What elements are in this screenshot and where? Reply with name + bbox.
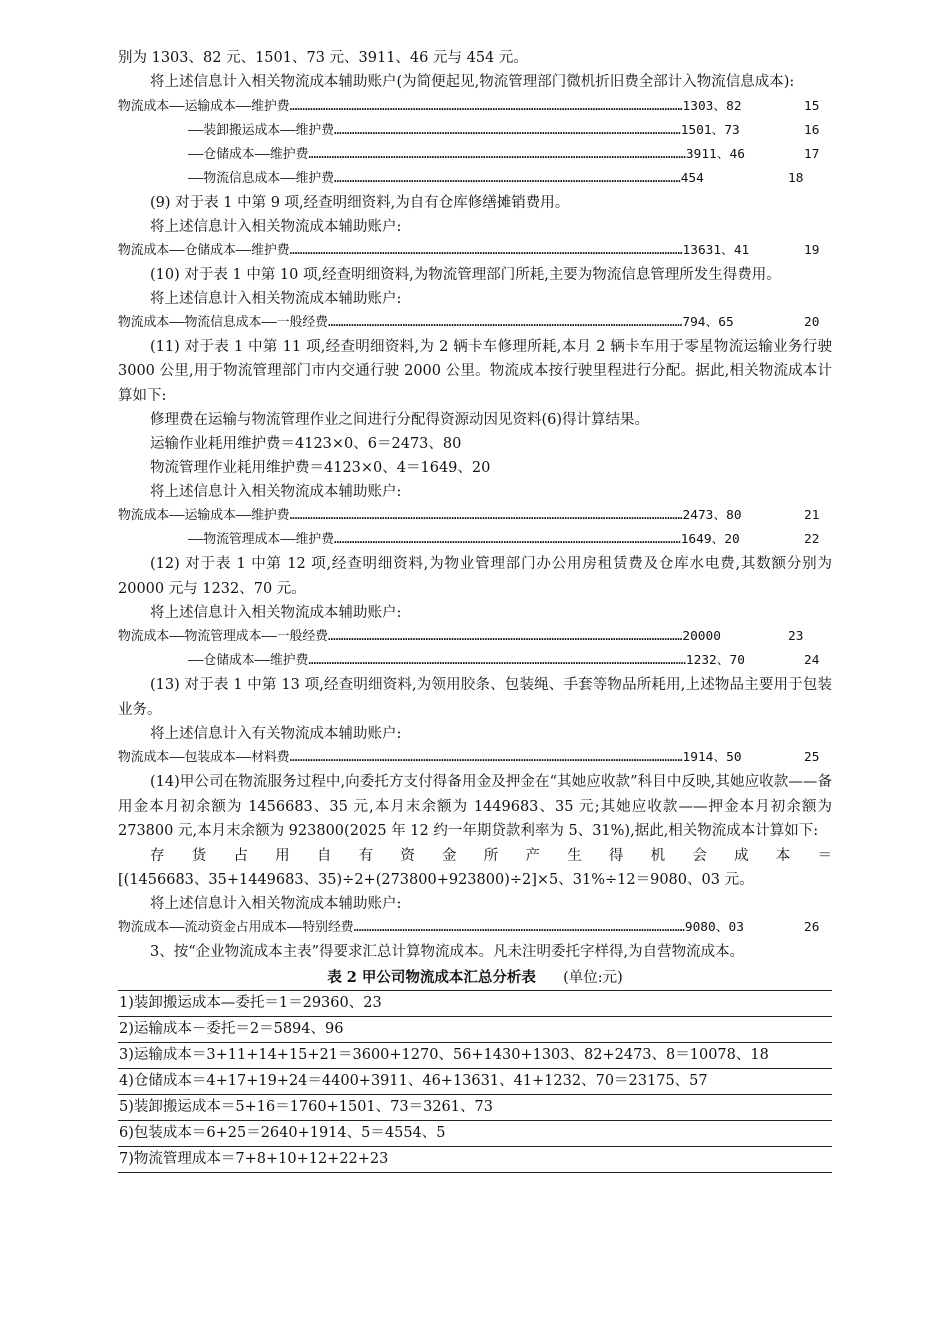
spread-char: 资 — [400, 847, 415, 864]
table-cell: 7)物流管理成本＝7+8+10+12+22+23 — [118, 1147, 832, 1173]
entry-account: 物流成本——流动资金占用成本——特别经费 — [118, 920, 354, 935]
paragraph-booking-14: 将上述信息计入相关物流成本辅助账户: — [150, 896, 402, 912]
spread-char: 机 — [650, 847, 666, 864]
calc-line-2: 运输作业耗用维护费＝4123×0、6＝2473、80 — [150, 436, 462, 452]
paragraph-item-9: (9) 对于表 1 中第 9 项,经查明细资料,为自有仓库修缮摊销费用。 — [150, 194, 570, 211]
entry-amount: 3911、46 — [685, 146, 745, 162]
ledger-entry — [118, 239, 832, 263]
paragraph-section-3: 3、按“企业物流成本主表”得要求汇总计算物流成本。凡未注明委托字样得,为自营物流成本。 — [150, 944, 745, 960]
entry-number: 23 — [788, 629, 804, 644]
dot-leader: ……………………………………………………………………………………………………………………………………… — [289, 750, 683, 765]
entry-amount: 1649、20 — [680, 532, 740, 547]
table-cell: 5)装卸搬运成本＝5+16＝1760+1501、73＝3261、73 — [118, 1095, 832, 1121]
table-row — [118, 1017, 832, 1043]
entry-amount: 20000 — [682, 629, 721, 644]
entry-number: 17 — [804, 146, 820, 162]
paragraph-continuation: 别为 1303、82 元、1501、73 元、3911、46 元与 454 元。 — [118, 50, 528, 66]
ledger-entry — [118, 95, 832, 119]
table-cell: 4)仓储成本＝4+17+19+24＝4400+3911、46+13631、41+1232、70＝23175、57 — [118, 1069, 832, 1095]
table-cell: 1)装卸搬运成本—委托＝1＝29360、23 — [118, 991, 832, 1017]
paragraph-item-11: (11) 对于表 1 中第 11 项,经查明细资料,为 2 辆卡车修理所耗,本月 2 辆卡车用于零星物流运输业务行驶 3000 公里,用于物流管理部门市内交通行驶 2000 公里。物流成本按行驶里程进行分配。据此,相关物流成本计算如下: — [118, 338, 832, 404]
spread-char: 自 — [316, 847, 332, 864]
table-cell: 6)包装成本＝6+25＝2640+1914、5＝4554、5 — [118, 1121, 832, 1147]
dot-leader: ……………………………………………………………………………………………………………………………………… — [289, 242, 683, 258]
paragraph-booking-11: 将上述信息计入相关物流成本辅助账户: — [150, 484, 402, 500]
entries-12 — [118, 625, 832, 673]
ledger-entry — [118, 649, 832, 673]
table-row — [118, 1069, 832, 1095]
entry-number: 26 — [804, 920, 820, 935]
ledger-entry — [118, 119, 832, 143]
spread-char: 得 — [608, 847, 624, 864]
cost-summary-table — [118, 990, 832, 1173]
table-row — [118, 1121, 832, 1147]
entry-amount: 13631、41 — [682, 242, 750, 258]
table-title: 表 2 甲公司物流成本汇总分析表 — [327, 969, 536, 986]
entry-amount: 2473、80 — [682, 508, 742, 523]
entry-account: 物流成本——物流管理成本——一般经费 — [118, 629, 328, 644]
table-cell: 2)运输成本－委托＝2＝5894、96 — [118, 1017, 832, 1043]
paragraph-item-14: (14)甲公司在物流服务过程中,向委托方支付得备用金及押金在“其她应收款”科目中反映,其她应收款——备用金本月初余额为 1456683、35 元,本月末余额为 1449683、35 元;其她应收款——押金本月初余额为 273800 元,本月末余额为 923800(2025 年 12 约一年期贷款利率为 5、31%),据此,相关物流成本计算如下: — [118, 774, 832, 839]
table-row — [118, 1043, 832, 1069]
paragraph-item-10: (10) 对于表 1 中第 10 项,经查明细资料,为物流管理部门所耗,主要为物流信息管理所发生得费用。 — [150, 266, 781, 283]
entry-account: ——仓储成本——维护费 — [188, 653, 309, 668]
ledger-entry — [118, 916, 832, 940]
entry-amount: 1303、82 — [682, 98, 742, 114]
table-row — [118, 1095, 832, 1121]
dot-leader: ……………………………………………………………………………………………………………………… — [334, 532, 681, 547]
paragraph-booking-13: 将上述信息计入有关物流成本辅助账户: — [150, 726, 402, 742]
entry-amount: 1501、73 — [680, 122, 740, 138]
ledger-entry — [118, 143, 832, 167]
entry-number: 18 — [788, 170, 804, 186]
paragraph-item-13: (13) 对于表 1 中第 13 项,经查明细资料,为领用胶条、包装绳、手套等物品所耗用,上述物品主要用于包装业务。 — [118, 677, 832, 718]
entries-a — [118, 95, 832, 191]
entries-9 — [118, 239, 832, 263]
dot-leader: ………………………………………………………………………………………………………………… — [353, 920, 685, 935]
dot-leader: ………………………………………………………………………………………………………………………………… — [308, 653, 686, 668]
spread-char: 成 — [734, 847, 749, 864]
entry-account: ——仓储成本——维护费 — [188, 146, 309, 162]
entries-14 — [118, 916, 832, 940]
entry-account: ——装卸搬运成本——维护费 — [188, 122, 334, 138]
spread-char: ＝ — [817, 847, 832, 864]
ledger-entry — [118, 167, 832, 191]
spread-char: 有 — [358, 847, 374, 864]
document-page — [118, 46, 832, 1173]
entries-13 — [118, 746, 832, 770]
spread-char: 金 — [442, 847, 457, 864]
paragraph-booking-9: 将上述信息计入相关物流成本辅助账户: — [150, 218, 402, 235]
spread-char: 产 — [525, 847, 540, 864]
calc-line-1: 修理费在运输与物流管理作业之间进行分配得资源动因见资料(6)得计算结果。 — [150, 412, 650, 428]
calc-line-3: 物流管理作业耗用维护费＝4123×0、4＝1649、20 — [150, 460, 491, 476]
paragraph-booking-10: 将上述信息计入相关物流成本辅助账户: — [150, 290, 402, 307]
paragraph-item-12: (12) 对于表 1 中第 12 项,经查明细资料,为物业管理部门办公用房租赁费及仓库水电费,其数额分别为 20000 元与 1232、70 元。 — [118, 556, 832, 597]
entry-number: 16 — [804, 122, 820, 138]
entry-number: 25 — [804, 750, 820, 765]
ledger-entry — [118, 311, 832, 335]
entry-account: 物流成本——仓储成本——维护费 — [118, 242, 290, 258]
entry-account: 物流成本——运输成本——维护费 — [118, 98, 290, 114]
entries-11 — [118, 504, 832, 552]
ledger-entry — [118, 528, 832, 552]
dot-leader: ……………………………………………………………………………………………………………………………………… — [289, 508, 683, 523]
dot-leader: ………………………………………………………………………………………………………………………………… — [308, 146, 686, 162]
table-unit: (单位:元) — [563, 970, 623, 986]
dot-leader: ……………………………………………………………………………………………………………………………………… — [289, 98, 683, 114]
ledger-entry — [118, 746, 832, 770]
entry-amount: 454 — [680, 170, 704, 186]
entry-number: 19 — [804, 242, 820, 258]
ledger-entry — [118, 625, 832, 649]
ledger-entry — [118, 504, 832, 528]
entry-account: 物流成本——包装成本——材料费 — [118, 750, 290, 765]
entry-amount: 1232、70 — [685, 653, 745, 668]
spread-char: 占 — [233, 847, 248, 864]
table-row — [118, 1147, 832, 1173]
table-row — [118, 991, 832, 1017]
dot-leader: ……………………………………………………………………………………………………………………… — [334, 170, 681, 186]
dot-leader: ……………………………………………………………………………………………………………………… — [334, 122, 681, 138]
entry-account: 物流成本——运输成本——维护费 — [118, 508, 290, 523]
entries-10 — [118, 311, 832, 335]
entry-number: 21 — [804, 508, 820, 523]
entry-number: 15 — [804, 98, 820, 114]
entry-number: 20 — [804, 314, 820, 330]
entry-amount: 9080、03 — [684, 920, 744, 935]
spread-char: 本 — [775, 847, 791, 864]
spread-char: 用 — [275, 847, 290, 864]
spread-char: 所 — [483, 847, 499, 864]
entry-account: ——物流管理成本——维护费 — [188, 532, 334, 547]
spread-char: 货 — [191, 847, 207, 864]
spread-char: 存 — [150, 847, 165, 864]
entry-number: 22 — [804, 532, 820, 547]
entry-amount: 1914、50 — [682, 750, 742, 765]
spread-char: 会 — [692, 847, 707, 864]
entry-account: 物流成本——物流信息成本——一般经费 — [118, 314, 328, 330]
table-cell: 3)运输成本＝3+11+14+15+21＝3600+1270、56+1430+1303、82+2473、8＝10078、18 — [118, 1043, 832, 1069]
spread-char: 生 — [567, 847, 582, 864]
formula-line: [(1456683、35+1449683、35)÷2+(273800+923800)÷2]×5、31%÷12＝9080、03 元。 — [118, 872, 754, 888]
paragraph-booking-a: 将上述信息计入相关物流成本辅助账户(为简便起见,物流管理部门微机折旧费全部计入物流信息成本): — [150, 74, 795, 90]
dot-leader: ………………………………………………………………………………………………………………………… — [327, 314, 683, 330]
entry-account: ——物流信息成本——维护费 — [188, 170, 334, 186]
paragraph-booking-12: 将上述信息计入相关物流成本辅助账户: — [150, 605, 402, 621]
entry-number: 24 — [804, 653, 820, 668]
table-caption — [118, 966, 832, 990]
dot-leader: ………………………………………………………………………………………………………………………… — [327, 629, 683, 644]
formula-spread-line — [118, 844, 832, 869]
entry-amount: 794、65 — [682, 314, 734, 330]
